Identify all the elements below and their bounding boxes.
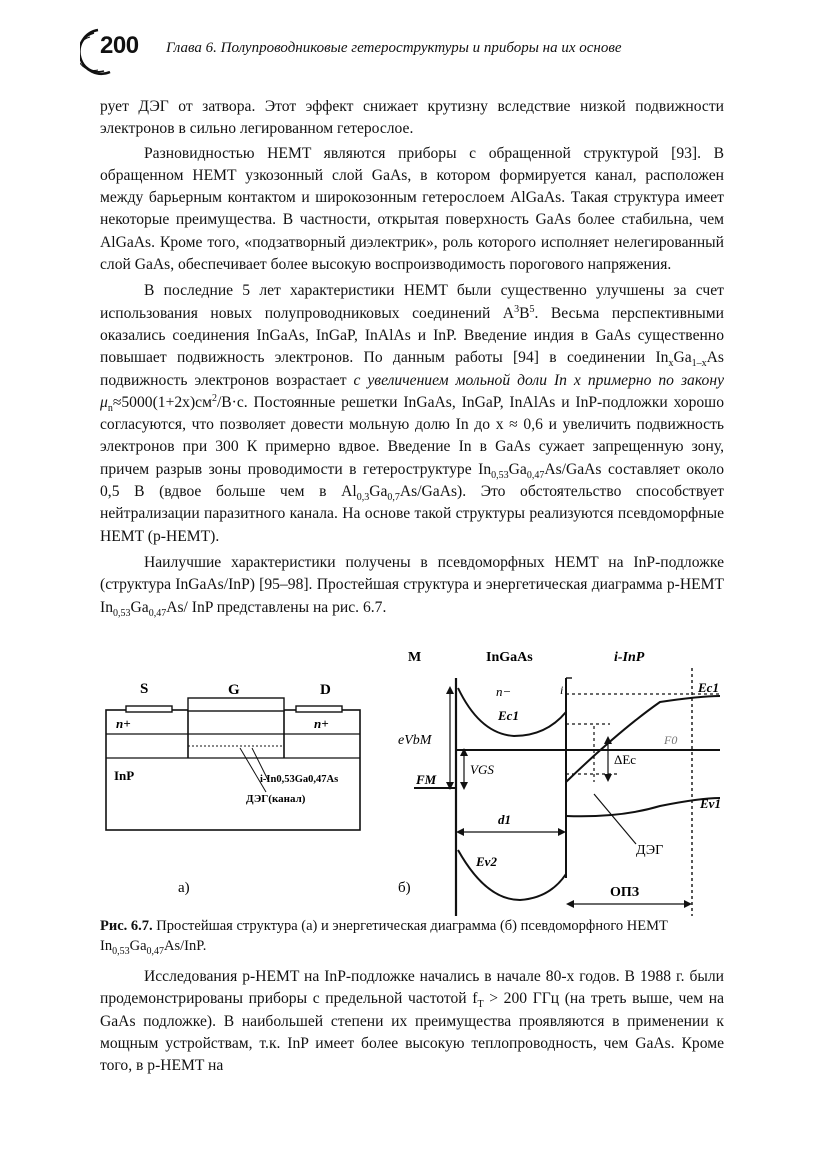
figure-6-7 (100, 648, 730, 916)
label-gate: G (228, 682, 240, 698)
paragraph-2: Разновидностью HEMT являются приборы с обращенной структурой [93]. В обращенном HEMT узкозонный слой GaAs, в котором формируется канал, расположен между барьерным контактом и широкозонным гетерослоем AlGaAs. Такая структура имеет некоторые преимущества. В частности, открытая поверхность GaAs более стабильна, чем AlGaAs. Кроме того, «подзатворный диэлектрик», роль которого исполняет нелегированный слой GaAs, обеспечивает более высокую воспроизводимость порогового напряжения. (100, 144, 724, 274)
label-source: S (140, 681, 149, 697)
label-n-plus-left: n+ (116, 716, 131, 731)
label-deg: ДЭГ (636, 843, 664, 858)
panel-b-label: б) (398, 880, 411, 896)
label-channel-note: ДЭГ(канал) (246, 793, 306, 805)
label-i: i (560, 683, 564, 697)
label-barrier: eVbM (398, 733, 432, 748)
label-ec1-left: Ec1 (498, 708, 519, 723)
label-ec1-right: Ec1 (698, 680, 719, 695)
page-header (80, 26, 740, 76)
label-channel-layer: i-In0,53Ga0,47As (260, 774, 339, 785)
label-vgs: VGS (470, 762, 494, 777)
label-fermi: F0 (664, 733, 678, 747)
label-ev2: Ev2 (476, 854, 497, 869)
paragraph-3: В последние 5 лет характеристики HEMT были существенно улучшены за счет использования новых полупроводниковых соединений $A^3B^5$. Весьма перспективными оказались соединения InGaAs, InGaP, InAlAs и InP. Введение индия в GaAs существенно повышает подвижность электронов. По данным работы [94] в соединении $In_xGa_{1-x}As$ подвижность электронов возрастает с увеличением мольной доли In x примерно по закону $\mu_n\approx 5000(1+2x)см^2/В\cdot с$. Постоянные решетки InGaAs, InGaP, InAlAs и InP-подложки хорошо согласуются, что позволяет довести мольную долю In до x ≈ 0,6 и увеличить подвижность электронов при 300 К примерно вдвое. Введение In в GaAs сужает запрещенную зону, причем разрыв зоны проводимости в гетероструктуре $In_{0,53}Ga_{0,47}As$/GaAs составляет около 0,5 В (вдвое больше чем в $Al_{0,3}Ga_{0,7}As/GaAs$). Это обстоятельство способствует нейтрализации паразитного канала. На основе такой структуры реализуются псевдоморфные HEMT (p-HEMT). (100, 282, 724, 545)
label-d1: d1 (498, 812, 511, 827)
running-title: Глава 6. Полупроводниковые гетероструктуры и приборы на их основе (166, 40, 622, 56)
panel-a-label: а) (178, 880, 190, 896)
caption-label: Рис. 6.7. (100, 918, 153, 934)
figure-drawing (100, 648, 730, 916)
label-fermi-metal: FM (416, 772, 437, 787)
label-metal: M (408, 650, 422, 665)
label-n-plus-right: n+ (314, 716, 329, 731)
label-drain: D (320, 682, 331, 698)
paragraph-4: Наилучшие характеристики получены в псевдоморфных HEMT на InP-подложке (структура InGaAs/InP) [95–98]. Простейшая структура и энергетическая диаграмма p-HEMT $In_{0,53}Ga_{0,47}As/$ InP представлены на рис. 6.7. (100, 553, 724, 619)
page-number: 200 (100, 32, 139, 59)
panel-b-energy-diagram (398, 650, 721, 916)
body-text-top (100, 96, 724, 619)
label-ev1: Ev1 (700, 796, 721, 811)
panel-a-structure (106, 681, 360, 896)
paragraph-1: рует ДЭГ от затвора. Этот эффект снижает крутизну вследствие низкой подвижности электронов в сильно легированном гетерослое. (100, 98, 724, 138)
label-opz: ОПЗ (610, 885, 640, 900)
label-substrate: InP (114, 768, 135, 783)
paragraph-5: Исследования p-HEMT на InP-подложке начались в начале 80-х годов. В 1988 г. были продемонстрированы приборы с предельной частотой $f_T > 200$ ГГц (на треть выше, чем на GaAs подложке). В наибольшей степени их преимущества проявляются в применении к мощным устройствам, т.к. InP имеет более высокую теплопроводность, чем GaAs. Кроме того, в p-HEMT на (100, 968, 724, 1075)
body-text-bottom (100, 966, 724, 1077)
label-delta-ec: ΔEc (614, 752, 637, 767)
label-layer-ingaas: InGaAs (486, 650, 533, 665)
label-n-minus: n− (496, 684, 512, 699)
figure-caption: Рис. 6.7. Простейшая структура (а) и энергетическая диаграмма (б) псевдоморфного HEMT $In_{0,53}Ga_{0,47}As$/InP. (100, 918, 668, 957)
label-layer-inp: i-InP (614, 650, 645, 665)
